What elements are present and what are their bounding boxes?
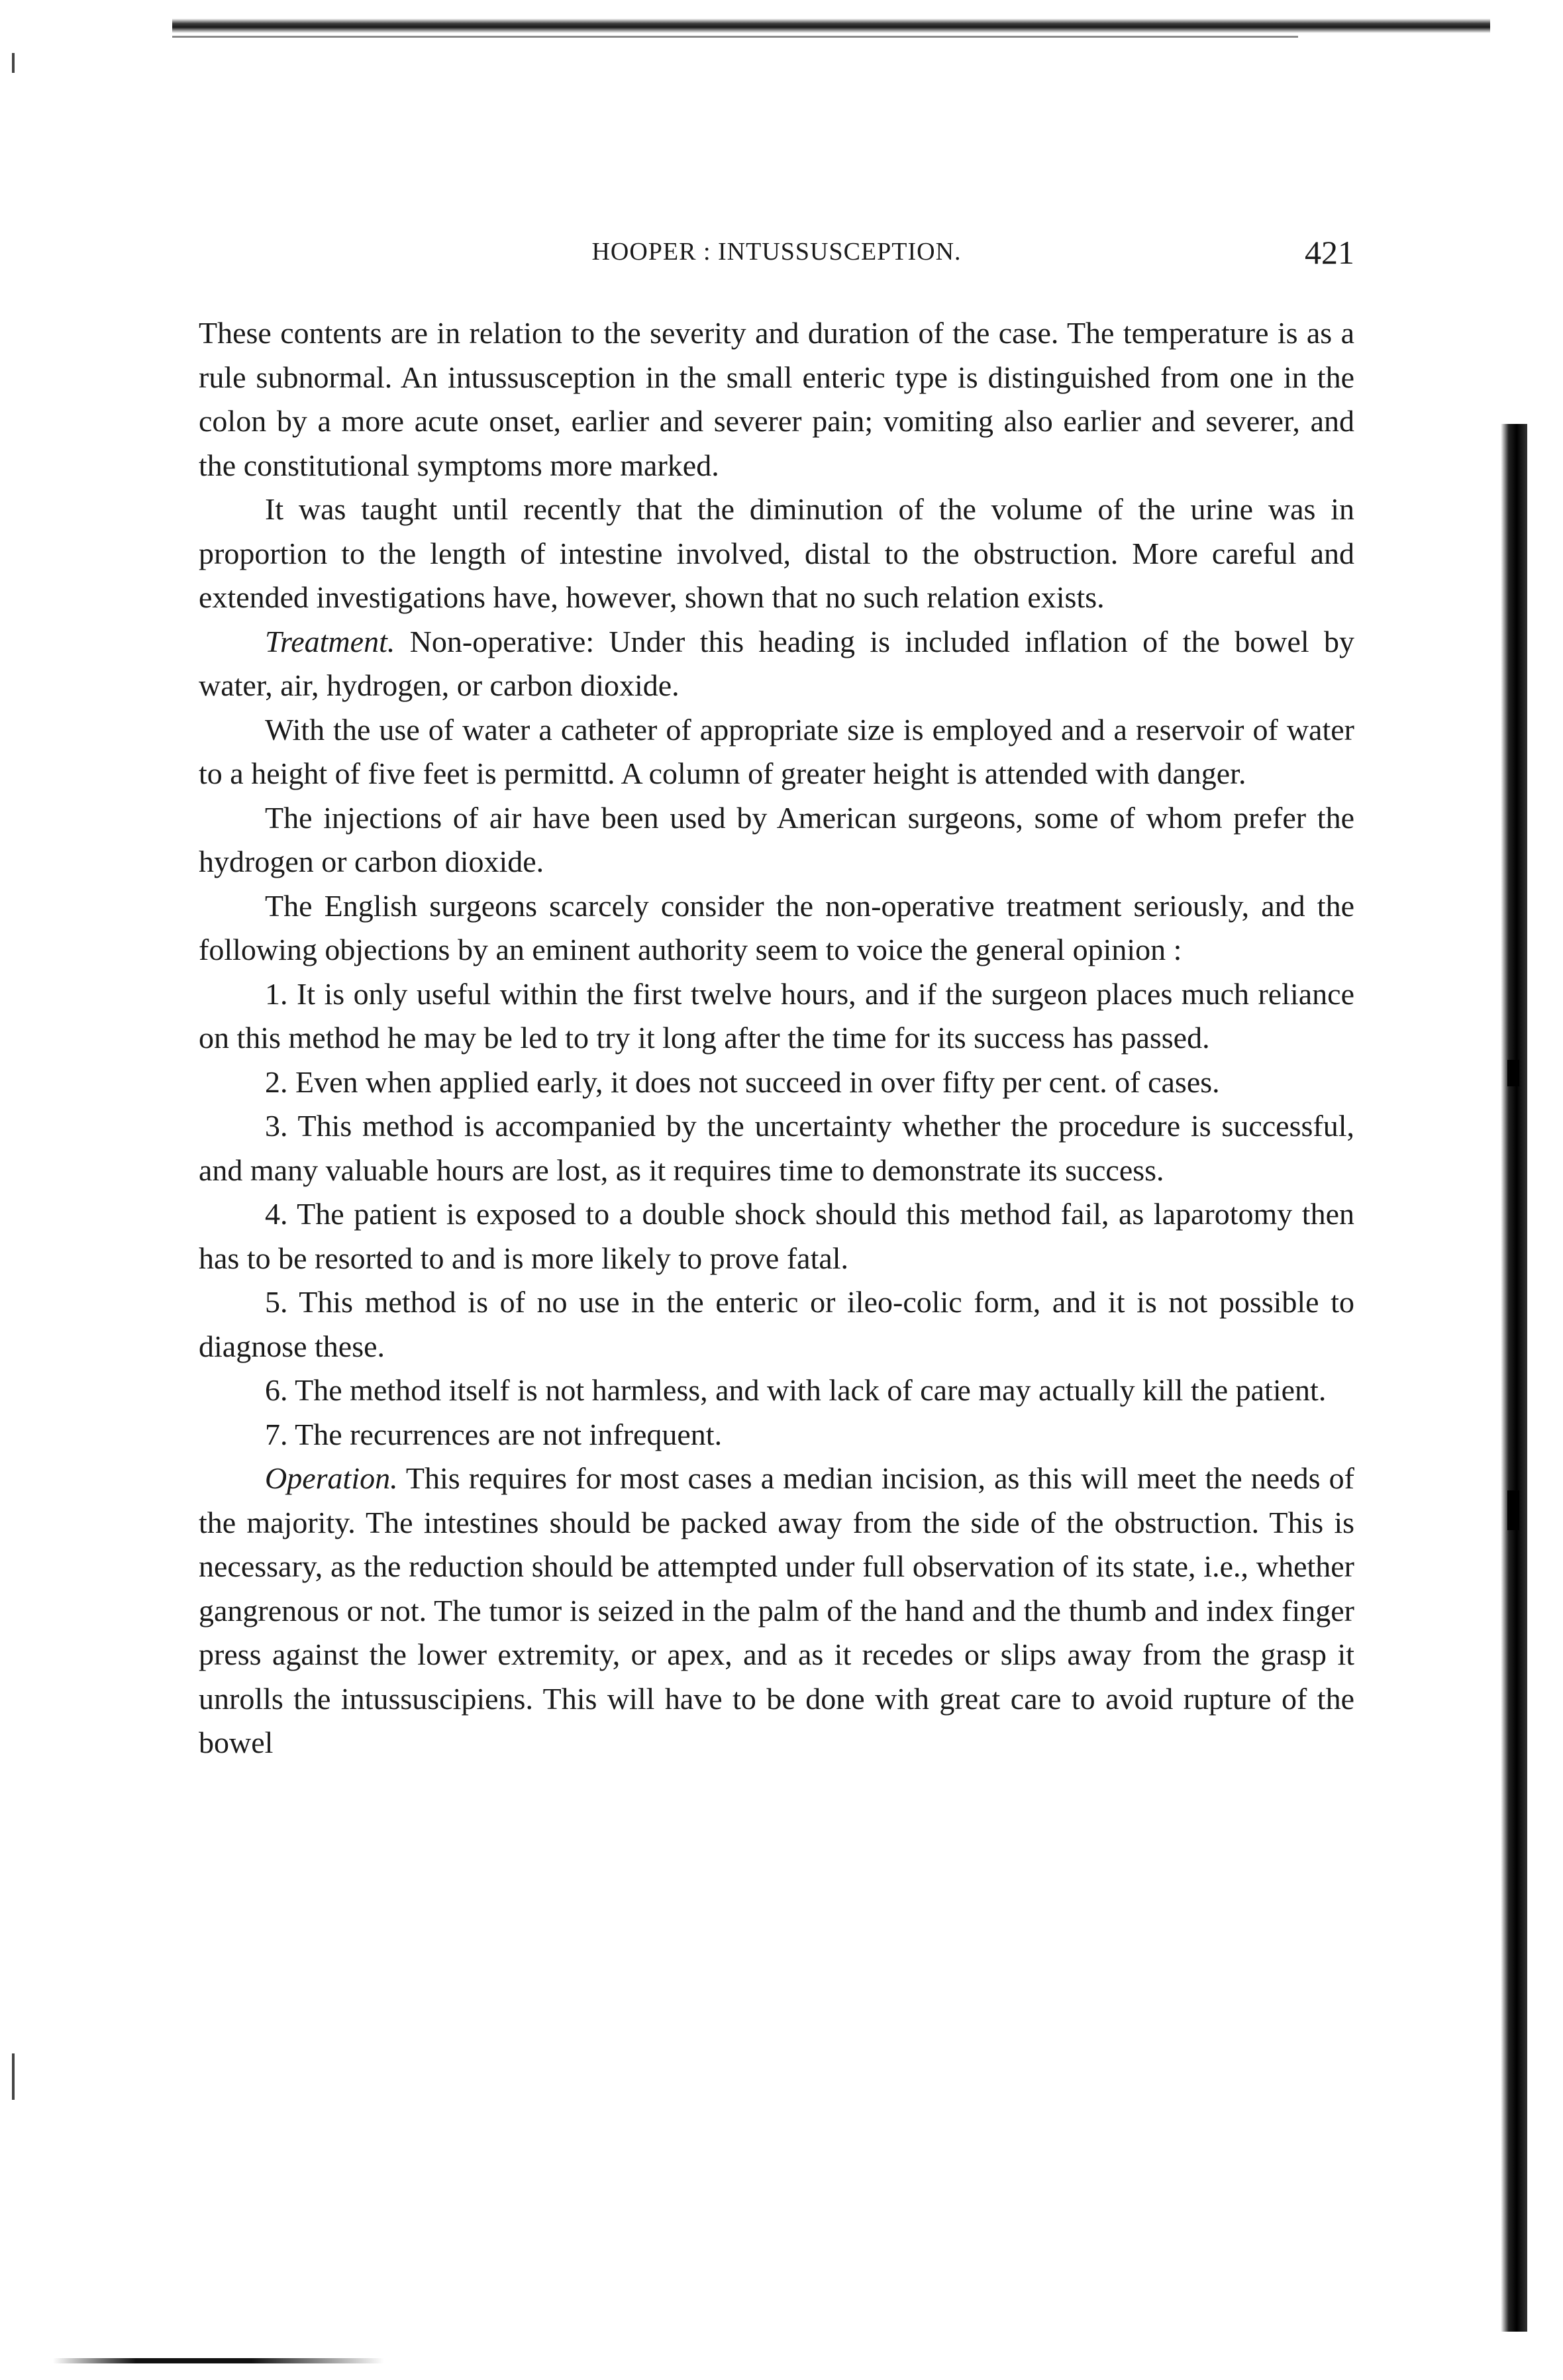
paragraph bbox=[199, 620, 1354, 708]
list-item bbox=[199, 972, 1354, 1061]
paragraph bbox=[199, 488, 1354, 620]
paragraph-text: 5. This method is of no use in the enteric or ileo-colic form, and it is not possible to diagnose these. bbox=[199, 1285, 1354, 1363]
section-heading-operation: Operation. bbox=[265, 1461, 398, 1495]
list-item bbox=[199, 1280, 1354, 1369]
paragraph-text: These contents are in relation to the severity and duration of the case. The temperature is as a rule subnormal. An intussusception in the small enteric type is distinguished from one in the colon by a more acute onset, earlier and severer pain; vomiting also earlier and severer, and the constitutional symptoms more marked. bbox=[199, 316, 1354, 482]
list-item bbox=[199, 1104, 1354, 1192]
paragraph-text: Non-operative: Under this heading is included inflation of the bowel by water, air, hydrogen, or carbon dioxide. bbox=[199, 624, 1354, 702]
paragraph bbox=[199, 796, 1354, 884]
paragraph-text: 2. Even when applied early, it does not succeed in over fifty per cent. of cases. bbox=[265, 1064, 1220, 1099]
list-item bbox=[199, 1192, 1354, 1280]
paragraph-text: With the use of water a catheter of appropriate size is employed and a reservoir of water to a height of five feet is permittd. A column of greater height is attended with danger. bbox=[199, 712, 1354, 790]
paragraph bbox=[199, 311, 1354, 488]
paragraph-text: The English surgeons scarcely consider the non-operative treatment seriously, and the following objections by an eminent authority seem to voice the general opinion : bbox=[199, 888, 1354, 966]
scan-left-speck bbox=[12, 2053, 15, 2100]
scan-top-rule bbox=[172, 19, 1490, 33]
scan-right-edge bbox=[1501, 424, 1527, 2332]
section-heading-treatment: Treatment. bbox=[265, 624, 395, 658]
page-header bbox=[199, 234, 1354, 277]
list-item bbox=[199, 1369, 1354, 1413]
list-item bbox=[199, 1061, 1354, 1105]
paragraph bbox=[199, 708, 1354, 796]
scan-bottom-mark bbox=[53, 2358, 384, 2363]
paragraph-text: It was taught until recently that the diminution of the volume of the urine was in proportion to the length of intestine involved, distal to the obstruction. More careful and extended investigations have, however, shown that no such relation exists. bbox=[199, 492, 1354, 614]
paragraph-text: The injections of air have been used by American surgeons, some of whom prefer the hydrogen or carbon dioxide. bbox=[199, 800, 1354, 878]
running-title: HOOPER : INTUSSUSCEPTION. bbox=[591, 238, 962, 266]
paragraph-text: 3. This method is accompanied by the uncertainty whether the procedure is successful, and many valuable hours are lost, as it requires time to demonstrate its success. bbox=[199, 1109, 1354, 1187]
paragraph-text: This requires for most cases a median incision, as this will meet the needs of the majority. The intestines should be packed away from the side of the obstruction. This is necessary, as the reduction should be attempted under full observation of its state, i.e., whether gangrenous or not. The tumor is seized in the palm of the hand and the thumb and index finger press against the lower extremity, or apex, and as it recedes or slips away from the grasp it unrolls the intussuscipiens. This will have to be done with great care to avoid rupture of the bowel bbox=[199, 1461, 1354, 1759]
scan-right-speck bbox=[1507, 1060, 1519, 1086]
list-item bbox=[199, 1413, 1354, 1457]
body-text bbox=[199, 311, 1354, 1765]
scan-top-rule-thin bbox=[172, 36, 1298, 38]
paragraph-text: 4. The patient is exposed to a double shock should this method fail, as laparotomy then has to be resorted to and is more likely to prove fatal. bbox=[199, 1197, 1354, 1275]
scan-left-speck bbox=[12, 53, 15, 73]
paragraph-text: 7. The recurrences are not infrequent. bbox=[265, 1417, 723, 1451]
scan-right-speck bbox=[1507, 1490, 1519, 1530]
page-number: 421 bbox=[1305, 234, 1354, 271]
paragraph-text: 6. The method itself is not harmless, and with lack of care may actually kill the patient. bbox=[265, 1373, 1327, 1407]
paragraph bbox=[199, 1457, 1354, 1765]
paragraph-text: 1. It is only useful within the first twelve hours, and if the surgeon places much reliance on this method he may be led to try it long after the time for its success has passed. bbox=[199, 976, 1354, 1055]
paragraph bbox=[199, 884, 1354, 972]
